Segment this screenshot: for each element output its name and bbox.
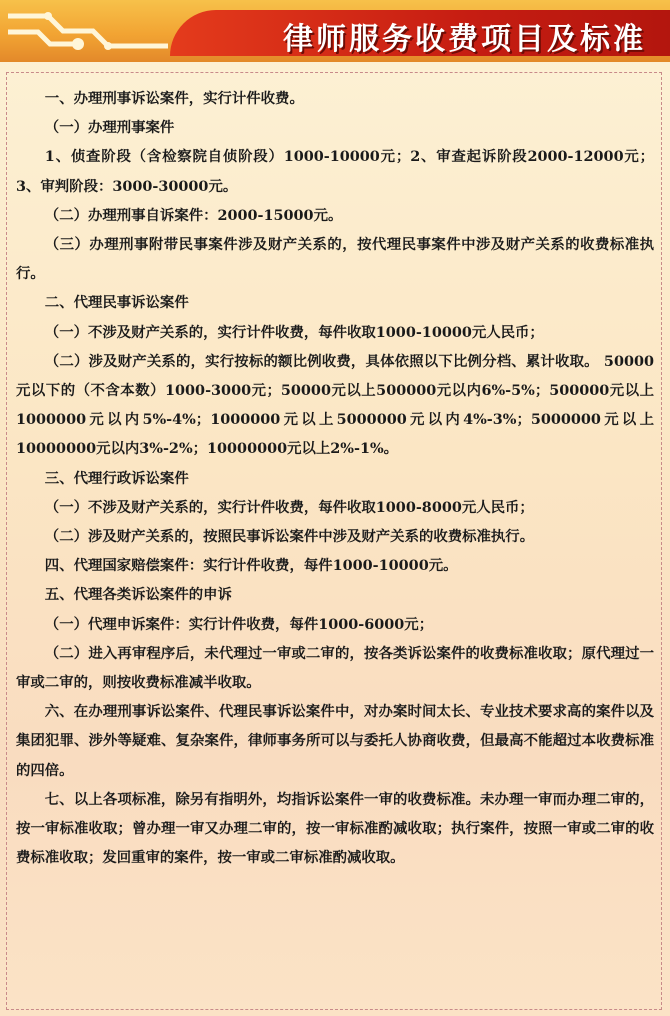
section-7: 七、以上各项标准，除另有指明外，均指诉讼案件一审的收费标准。未办理一审而办理二审的，按一审标准收取；曾办理一审又办理二审的，按一审标准酌减收取；执行案件，按照一审或二审的收费标准收取；发回重审的案件，按一审或二审标准酌减收取。 [16,790,654,867]
section-1-item-3: （三）办理刑事附带民事案件涉及财产关系的，按代理民事案件中涉及财产关系的收费标准执行。 [16,236,654,283]
section-3-item-1: （一）不涉及财产关系的，实行计件收费，每件收取1000-8000元人民币； [44,498,534,516]
section-1-heading: 一、办理刑事诉讼案件，实行计件收费。 [44,90,304,107]
section-5-item-2: （二）进入再审程序后，未代理过一审或二审的，按各类诉讼案件的收费标准收取；原代理过一审或二审的，则按收费标准减半收取。 [16,644,654,692]
section-2-heading: 二、代理民事诉讼案件 [44,294,189,312]
page-title: 律师服务收费项目及标准 [283,22,646,57]
section-3-heading: 三、代理行政诉讼案件 [44,469,189,487]
section-3-item-2: （二）涉及财产关系的，按照民事诉讼案件中涉及财产关系的收费标准执行。 [44,528,535,546]
header-banner [0,0,670,62]
fee-standards-body [16,84,654,872]
section-2-item-1: （一）不涉及财产关系的，实行计件收费，每件收取1000-10000元人民币； [44,323,544,341]
section-1-item-1-heading: （一）办理刑事案件 [44,119,175,137]
section-5-item-1: （一）代理申诉案件：实行计件收费，每件1000-6000元； [44,615,434,633]
section-1-item-2: （二）办理刑事自诉案件：2000-15000元。 [44,206,343,224]
section-6: 六、在办理刑事诉讼案件、代理民事诉讼案件中，对办案时间太长、专业技术要求高的案件以及集团犯罪、涉外等疑难、复杂案件，律师事务所可以与委托人协商收费，但最高不能超过本收费标准的四倍。 [16,703,654,779]
section-2-item-2: （二）涉及财产关系的，实行按标的额比例收费，具体依照以下比例分档、累计收取。 50000元以下的（不含本数）1000-3000元；50000元以上500000元以内6%-5%；500000元以上1000000元以内5%-4%；1000000元以上5000000元以内4%-3%；5000000元以上10000000元以内3%-2%；10000000元以上2%-1%。 [16,352,654,458]
section-4: 四、代理国家赔偿案件：实行计件收费，每件1000-10000元。 [44,557,458,575]
section-1-item-1-text: 1、侦查阶段（含检察院自侦阶段）1000-10000元；2、审查起诉阶段2000-12000元；3、审判阶段：3000-30000元。 [16,148,654,195]
section-5-heading: 五、代理各类诉讼案件的申诉 [44,586,232,604]
circuit-decoration-icon [8,6,168,56]
